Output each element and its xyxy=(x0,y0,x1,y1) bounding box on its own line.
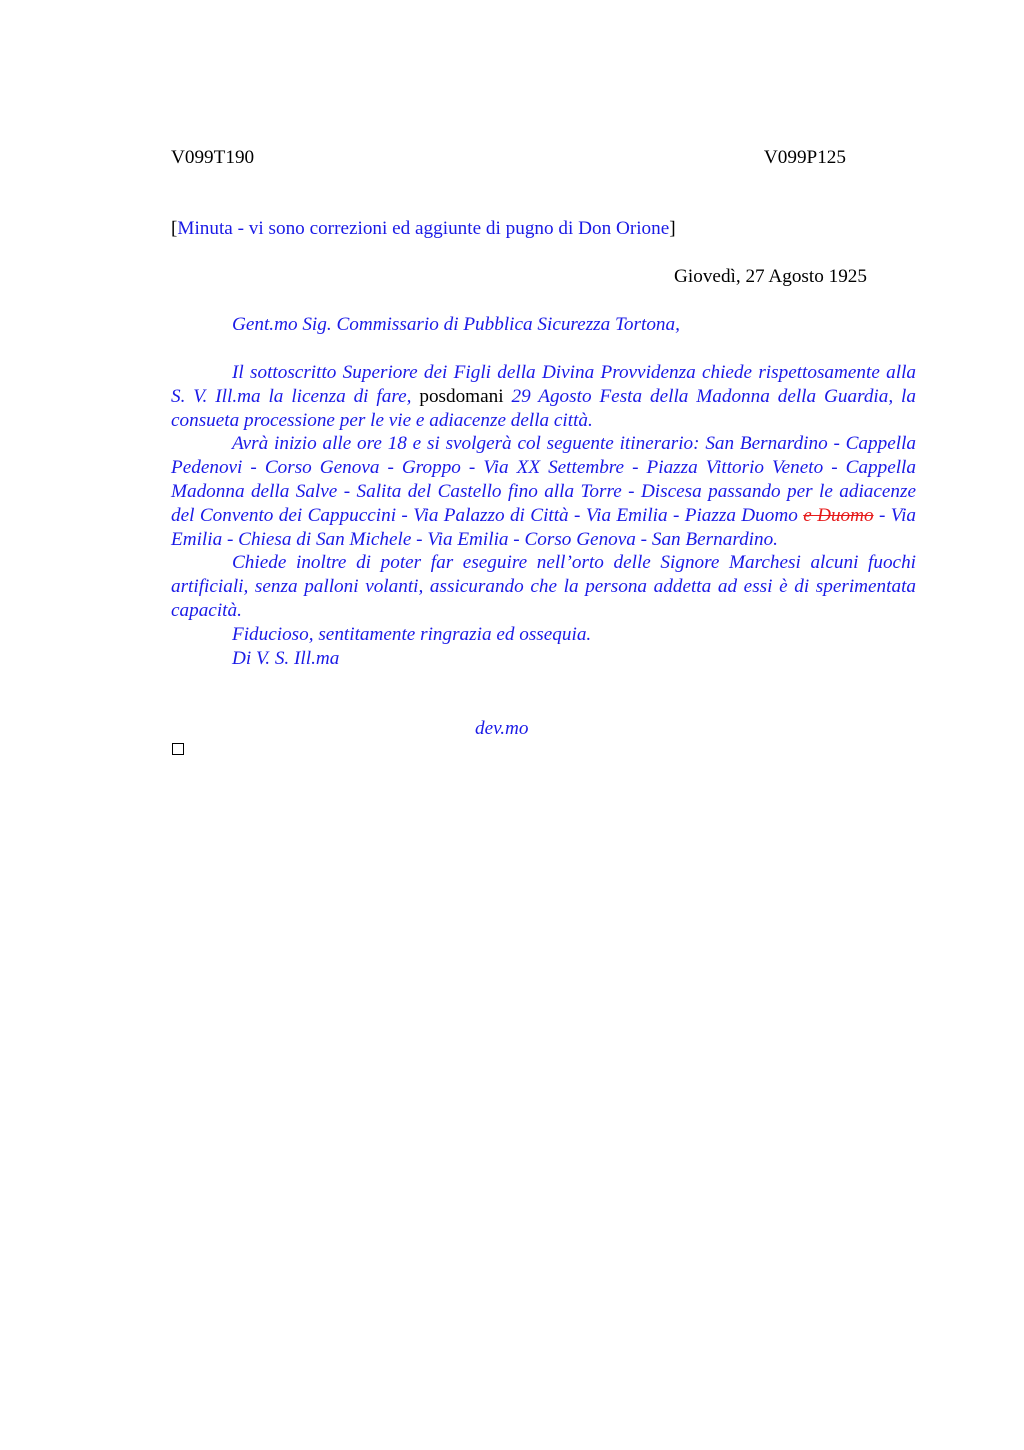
paragraph-fireworks: Chiede inoltre di poter far eseguire nell’orto delle Signore Marchesi alcuni fuochi artificiali, senza palloni volanti, assicurando che la persona addetta ad essi è di sperimentata capacità. xyxy=(171,552,916,621)
paragraph-thanks: Fiducioso, sentitamente ringrazia ed ossequia. xyxy=(232,623,592,645)
handwritten-addition: posdomani xyxy=(419,385,504,407)
paragraph-request-part-1: Il sottoscritto Superiore dei Figli della Divina Provvidenza chiede rispettosamente alla S. V. Ill.ma la licenza di fare, xyxy=(171,362,916,407)
note-open-bracket: [ xyxy=(171,218,178,239)
salutation: Gent.mo Sig. Commissario di Pubblica Sicurezza Tortona, xyxy=(232,314,680,335)
struck-deletion: e Duomo xyxy=(803,504,874,526)
empty-square-icon xyxy=(172,743,184,755)
paragraph-address: Di V. S. Ill.ma xyxy=(232,647,340,669)
document-code-left: V099T190 xyxy=(171,147,255,168)
letter-body xyxy=(171,361,916,670)
paragraph-itinerary-part-2: - Via Emilia - Chiesa di San Michele - Via Emilia - Corso Genova - San Bernardino. xyxy=(171,504,916,550)
paragraph-request-part-2: 29 Agosto Festa della Madonna della Guardia, la consueta processione per le vie e adiacenze della città. xyxy=(171,385,916,431)
editorial-note xyxy=(171,217,676,241)
paragraph-itinerary-part-1: Avrà inizio alle ore 18 e si svolgerà col seguente itinerario: San Bernardino - Cappella Pedenovi - Corso Genova - Groppo - Via XX Settembre - Piazza Vittorio Veneto - Cappella Madonna della Salve - Salita del Castello fino alla Torre - Discesa passando per le adiacenze del Convento dei Cappuccini - Via Palazzo di Città - Via Emilia - Piazza Duomo xyxy=(171,433,916,526)
letter-date: Giovedì, 27 Agosto 1925 xyxy=(674,266,867,287)
paragraph-itinerary xyxy=(171,432,916,551)
closing-signature: dev.mo xyxy=(475,718,529,739)
paragraph-request xyxy=(171,361,916,432)
document-code-right: V099P125 xyxy=(763,147,846,168)
note-close-bracket: ] xyxy=(669,218,676,239)
note-text: Minuta - vi sono correzioni ed aggiunte di pugno di Don Orione xyxy=(177,218,670,239)
